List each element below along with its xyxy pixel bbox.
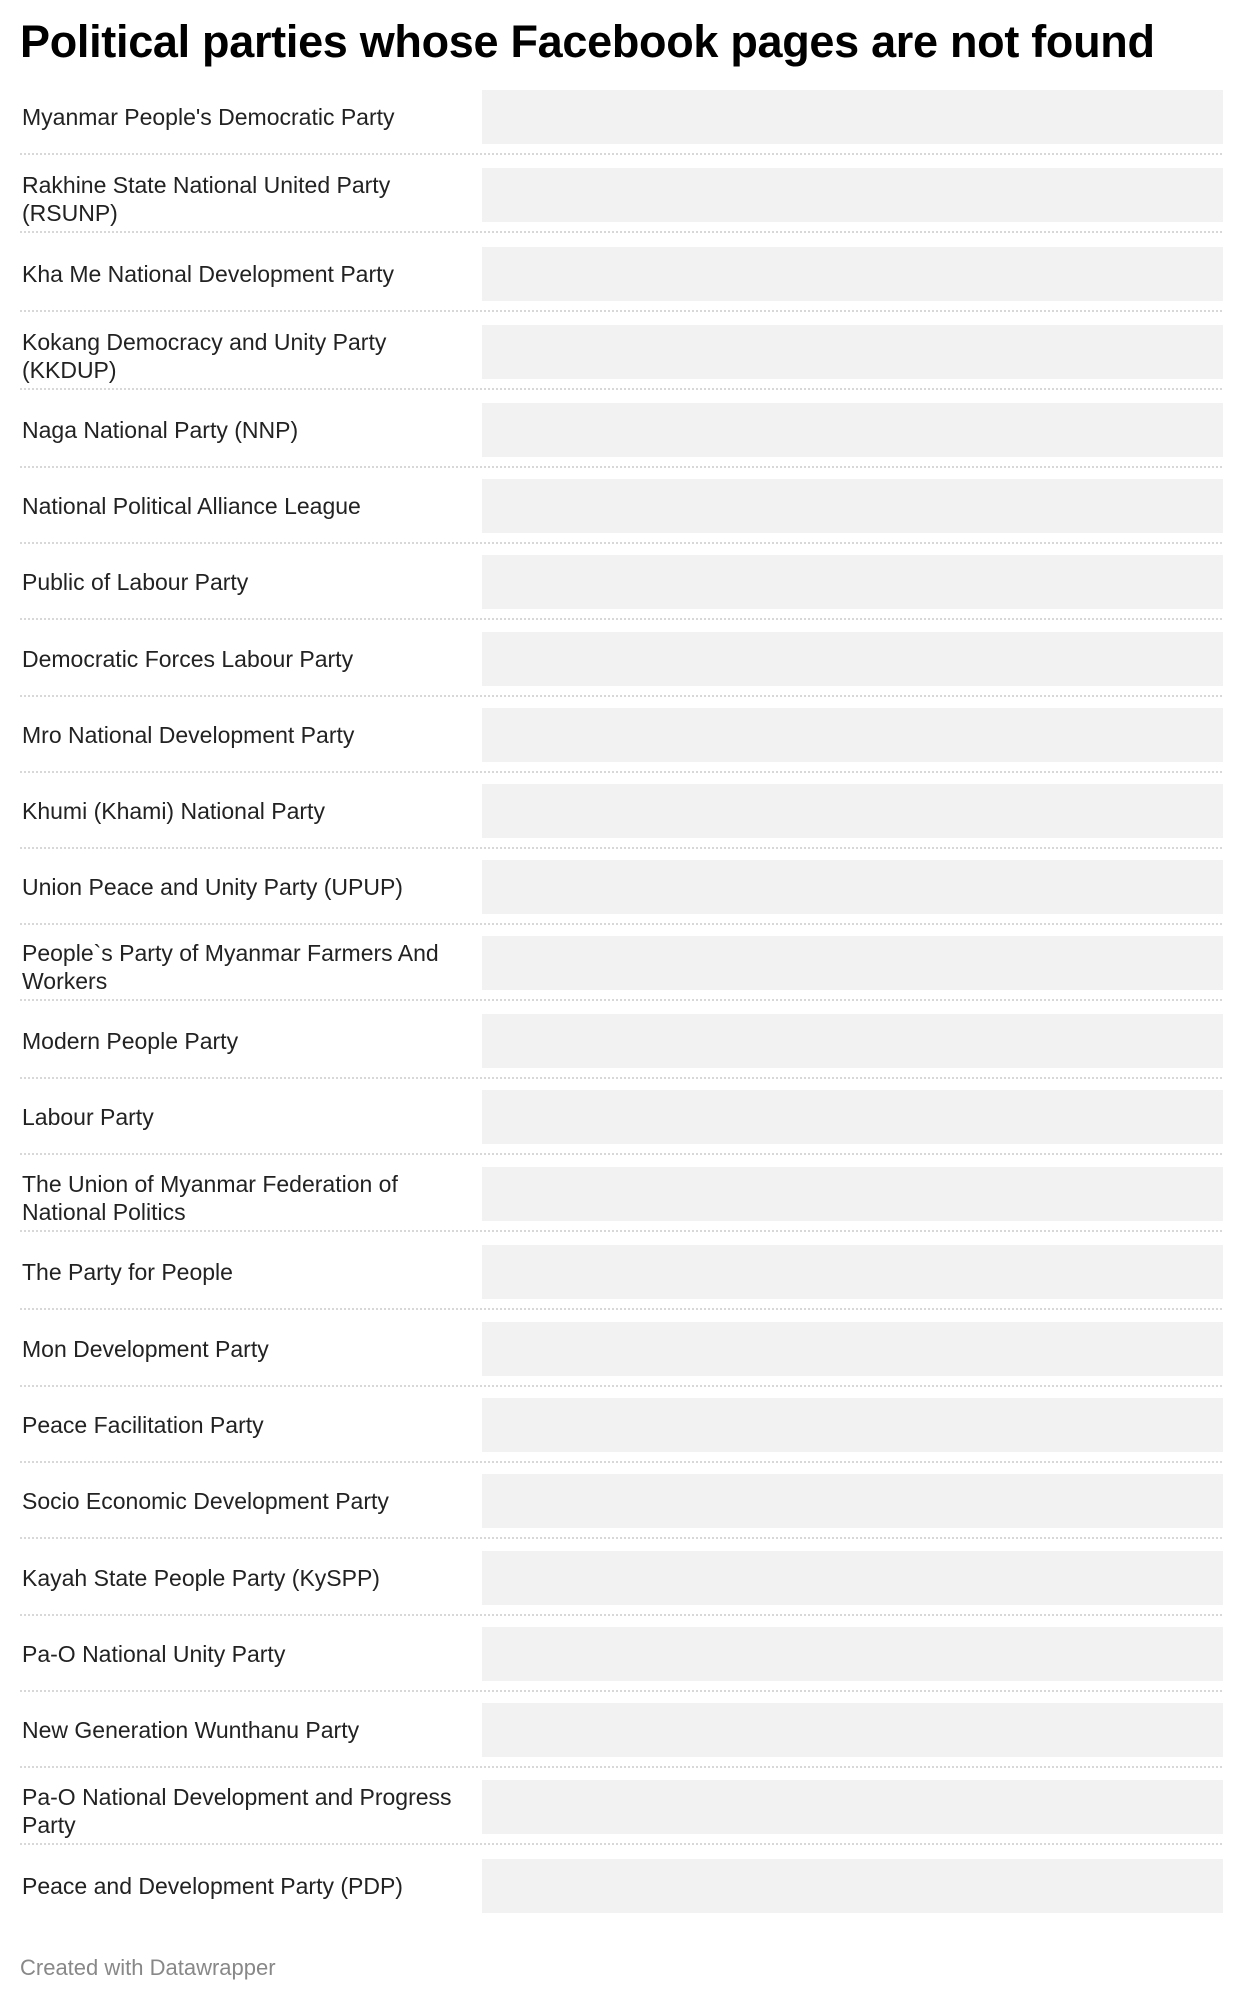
table-row: [20, 708, 1223, 772]
row-bar: [482, 1474, 1223, 1528]
table-row: [20, 632, 1223, 696]
party-name-label: National Political Alliance League: [22, 493, 361, 519]
party-name-label: Peace and Development Party (PDP): [22, 1873, 403, 1899]
table-row: [20, 1703, 1223, 1767]
party-name-label: Peace Facilitation Party: [22, 1412, 264, 1438]
row-bar: [482, 1859, 1223, 1913]
table-row: [20, 1474, 1223, 1538]
row-bar: [482, 325, 1223, 379]
party-name-label: New Generation Wunthanu Party: [22, 1717, 360, 1743]
table-row: [20, 1167, 1223, 1231]
party-name-label: Pa-O National Unity Party: [22, 1641, 286, 1667]
table-row: [20, 1551, 1223, 1615]
party-name-label: Khumi (Khami) National Party: [22, 798, 325, 824]
row-bar: [482, 860, 1223, 914]
row-bar: [482, 247, 1223, 301]
row-bar: [482, 403, 1223, 457]
chart-title: Political parties whose Facebook pages are not found: [20, 16, 1155, 67]
table-row: [20, 325, 1223, 389]
table-row: [20, 1627, 1223, 1691]
row-bar: [482, 1780, 1223, 1834]
party-name-label: Naga National Party (NNP): [22, 417, 299, 443]
table-row: [20, 1322, 1223, 1386]
row-bar: [482, 708, 1223, 762]
party-name-label: Rakhine State National United Party (RSUNP): [22, 172, 391, 226]
row-bar: [482, 1703, 1223, 1757]
table-row: [20, 247, 1223, 311]
row-bar: [482, 1090, 1223, 1144]
party-name-label: Democratic Forces Labour Party: [22, 646, 354, 672]
row-bar: [482, 168, 1223, 222]
row-bar: [482, 1014, 1223, 1068]
party-name-label: Kha Me National Development Party: [22, 261, 395, 287]
party-name-label: Public of Labour Party: [22, 569, 249, 595]
row-bar: [482, 1245, 1223, 1299]
party-name-label: People`s Party of Myanmar Farmers And Workers: [22, 940, 439, 994]
row-bar: [482, 1551, 1223, 1605]
table-row: [20, 90, 1223, 154]
table-row: [22, 1859, 1223, 1913]
datawrapper-credit: Created with Datawrapper: [20, 1955, 276, 1980]
row-bar: [482, 1322, 1223, 1376]
party-name-label: The Party for People: [22, 1259, 233, 1285]
row-bar: [482, 555, 1223, 609]
party-name-label: Modern People Party: [22, 1028, 239, 1054]
row-bar: [482, 1627, 1223, 1681]
table-row: [20, 555, 1223, 619]
table-row: [20, 1780, 1223, 1844]
party-name-label: The Union of Myanmar Federation of National Politics: [22, 1171, 398, 1225]
row-bar: [482, 784, 1223, 838]
table-row: [20, 1398, 1223, 1462]
row-bar: [482, 632, 1223, 686]
table-row: [20, 1014, 1223, 1078]
table-row: [20, 168, 1223, 232]
table-row: [20, 403, 1223, 467]
party-name-label: Union Peace and Unity Party (UPUP): [22, 874, 403, 900]
table-row: [20, 1245, 1223, 1309]
party-name-label: Kokang Democracy and Unity Party (KKDUP): [22, 329, 387, 383]
party-name-label: Mro National Development Party: [22, 722, 355, 748]
table-row: [20, 936, 1223, 1000]
party-name-label: Myanmar People's Democratic Party: [22, 104, 395, 130]
table-row: [20, 1090, 1223, 1154]
table-row: [20, 784, 1223, 848]
row-bar: [482, 1398, 1223, 1452]
party-name-label: Mon Development Party: [22, 1336, 269, 1362]
row-bar: [482, 936, 1223, 990]
row-bar: [482, 90, 1223, 144]
party-name-label: Kayah State People Party (KySPP): [22, 1565, 380, 1591]
table-row: [20, 479, 1223, 543]
table-row: [20, 860, 1223, 924]
row-bar: [482, 1167, 1223, 1221]
row-bar: [482, 479, 1223, 533]
party-name-label: Labour Party: [22, 1104, 154, 1130]
party-name-label: Socio Economic Development Party: [22, 1488, 389, 1514]
party-name-label: Pa-O National Development and Progress Party: [22, 1784, 452, 1838]
